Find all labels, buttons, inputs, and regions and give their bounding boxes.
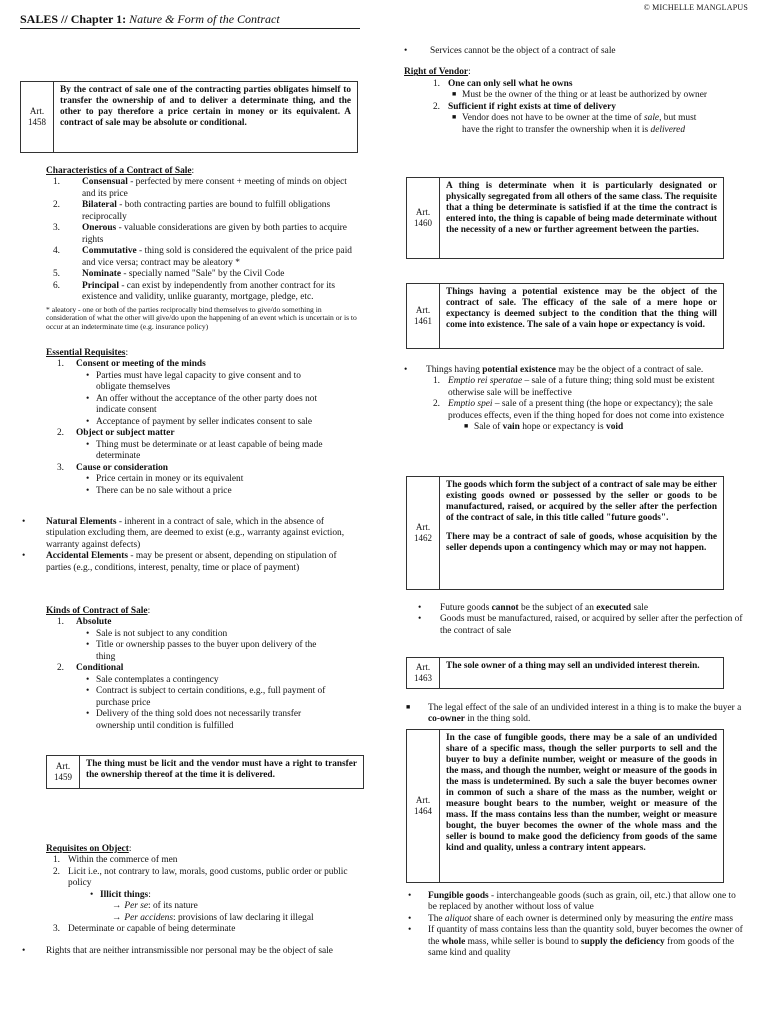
bullet-icon: • bbox=[86, 474, 90, 485]
article-text: By the contract of sale one of the contracting parties obligates himself to transfer the ownership of and to deliver a determinate thing, and the other to pay therefore a price certain in money or its equivalent. A contract of sale may be absolute or conditional. bbox=[60, 85, 351, 128]
list-item: If quantity of mass contains less than the quantity sold, buyer becomes the owner of the whole mass, while seller is bound to supply the deficiency from goods of the same kind and quality bbox=[428, 925, 743, 959]
item-number: 4. bbox=[52, 246, 60, 257]
article-number: Art. 1464 bbox=[407, 730, 440, 882]
item-term: Principal bbox=[82, 280, 119, 291]
item-desc: - perfected by mere consent + meeting of minds on object and its price bbox=[82, 177, 347, 199]
list-item: The legal effect of the sale of an undivided interest in a thing is to make the buyer a co-owner in the thing sold. bbox=[428, 703, 742, 725]
list-item: Future goods cannot be the subject of an executed sale bbox=[440, 603, 649, 613]
list-item: Within the commerce of men bbox=[68, 855, 178, 866]
per-accidens-term: Per accidens bbox=[124, 912, 174, 923]
item-text bbox=[68, 177, 362, 200]
bullet-text: Sale is not subject to any condition bbox=[96, 628, 228, 639]
item-text bbox=[68, 223, 362, 246]
fungible-goods-list: • Fungible goods - interchangeable goods (such as grain, oil, etc.) that allow one to be replaced by another without loss of value • The aliquot share of each owner is determined only by measuring the entire mass • If quantity of mass contains less than the quantity sold, buyer becomes the owner of the whole mass, while seller is bound to supply the deficiency from goods of the same kind and quality bbox=[408, 891, 743, 959]
arrow-icon: → bbox=[112, 901, 122, 912]
list-item: Fungible goods - interchangeable goods (such as grain, oil, etc.) that allow one to be replaced by another without loss of value bbox=[428, 891, 736, 913]
item-number: 2. bbox=[52, 200, 60, 211]
illicit-things: Illicit things bbox=[100, 889, 149, 900]
item-term: Bilateral bbox=[82, 200, 117, 211]
title-divider bbox=[20, 28, 360, 29]
per-se-text: : of its nature bbox=[148, 901, 198, 912]
list-item: Licit i.e., not contrary to law, morals, good customs, public order or public policy bbox=[68, 866, 348, 889]
bullet-item bbox=[46, 640, 362, 663]
item-desc: - can exist by independently from another contract for its existence and validity, unlike guaranty, mortgage, pledge, etc. bbox=[82, 280, 336, 303]
list-item: Rights that are neither intransmissible nor personal may be the object of sale bbox=[46, 945, 333, 956]
list-item bbox=[22, 551, 362, 574]
list-item bbox=[46, 463, 362, 474]
item-title: Absolute bbox=[76, 617, 112, 628]
requisites-object-section: Requisites on Object: 1. Within the commerce of men 2. Licit i.e., not contrary to law, morals, good customs, public order or public policy • Illicit things: → Per se: of its nature → Per accidens: provisions of law declaring it illegal 3. Determinate or capable of being determinate • Rights that are neither intransmissible nor personal may be the object of sale bbox=[46, 844, 362, 957]
item-title: Cause or consideration bbox=[76, 462, 169, 473]
article-text: A thing is determinate when it is particularly designated or physically segregated from all others of the same class. The requisite that a thing be determinate is satisfied if at the time the contract is entered into, the thing is capable of being made determinate without the necessity of a new or further agreement between the parties. bbox=[446, 181, 717, 235]
list-item bbox=[46, 663, 362, 674]
list-item: One can only sell what he owns bbox=[448, 78, 573, 89]
copyright-credit: © MICHELLE MANGLAPUS bbox=[643, 3, 748, 12]
list-item: Emptio spei – sale of a present thing (the hope or expectancy); the sale produces effects, even if the thing hoped for does not come into existence bbox=[448, 399, 725, 421]
list-item bbox=[46, 617, 362, 628]
title-sub: Nature & Form of the Contract bbox=[129, 12, 280, 26]
bullet-text: Delivery of the thing sold does not necessarily transfer ownership until condition is fulfilled bbox=[96, 709, 302, 731]
item-desc: - may be present or absent, depending on stipulation of parties (e.g., conditions, interest, penalty, time or place of payment) bbox=[46, 551, 337, 573]
item-term: Accidental Elements bbox=[46, 551, 129, 562]
list-item bbox=[46, 246, 362, 269]
article-number: Art. 1461 bbox=[407, 284, 440, 348]
list-item: Sale of vain hope or expectancy is void bbox=[474, 422, 624, 433]
item-number: 2. bbox=[56, 663, 64, 674]
section-heading: Kinds of Contract of Sale bbox=[46, 606, 148, 616]
list-item: Services cannot be the object of a contract of sale bbox=[430, 46, 616, 56]
list-item: The aliquot share of each owner is determined only by measuring the entire mass bbox=[428, 913, 734, 924]
bullet-icon: • bbox=[86, 370, 90, 381]
article-1459-box bbox=[46, 755, 364, 789]
article-number: Art. 1460 bbox=[407, 178, 440, 258]
right-of-vendor-section: • Services cannot be the object of a contract of sale Right of Vendor: 1. One can only sell what he owns ■ Must be the owner of the thing or at least be authorized by owner 2. Sufficient if right exists at time of delivery ■ Vendor does not have to be owner at the time of sale, but must have the right to transfer the ownership when it is delivered bbox=[404, 46, 744, 136]
item-number: 3. bbox=[52, 223, 60, 234]
bullet-icon: • bbox=[86, 628, 90, 639]
undivided-note: ■ The legal effect of the sale of an undivided interest in a thing is to make the buyer a co-owner in the thing sold. bbox=[406, 703, 746, 726]
item-text bbox=[68, 281, 362, 304]
essential-requisites-section: Essential Requisites: 1. Consent or meeting of the minds • Parties must have legal capacity to give consent and to obligate themselves • An offer without the acceptance of the other party does not indicate consent • Acceptance of payment by seller indicates consent to sale 2. Object or subject matter • Thing must be determinate or at least capable of being made determinate 3. Cause or consideration • Price certain in money or its equivalent • There can be no sale without a price bbox=[46, 348, 362, 497]
item-text bbox=[68, 200, 362, 223]
title-main: SALES // Chapter 1: bbox=[20, 12, 127, 26]
article-number: Art. 1462 bbox=[407, 477, 440, 589]
bullet-item bbox=[46, 709, 362, 732]
article-text: The goods which form the subject of a contract of sale may be either existing goods owned or possessed by the seller or goods to be manufactured, raised, or acquired by the seller after the perfection of the contract of sale, in this title called "future goods". bbox=[446, 480, 717, 523]
item-number: 2. bbox=[56, 428, 64, 439]
item-term: Nominate bbox=[82, 269, 122, 280]
bullet-icon: • bbox=[86, 393, 90, 404]
list-item bbox=[46, 359, 362, 370]
bullet-item bbox=[46, 629, 362, 640]
elements-list bbox=[22, 517, 362, 574]
section-heading: Characteristics of a Contract of Sale bbox=[46, 166, 192, 176]
kinds-section: Kinds of Contract of Sale: 1. Absolute • Sale is not subject to any condition • Title or ownership passes to the buyer upon delivery of the thing 2. Conditional • Sale contemplates a contingency • Contract is subject to certain conditions, e.g., full payment of purchase price • Delivery of the thing sold does not necessarily transfer ownership until condition is fulfilled bbox=[46, 606, 362, 732]
list-item: Vendor does not have to be owner at the time of sale, but must have the right to transfer the ownership when it is delivered bbox=[462, 113, 697, 135]
per-se-term: Per se bbox=[124, 901, 149, 912]
bullet-icon: • bbox=[86, 709, 90, 720]
item-desc: - valuable considerations are given by both parties to acquire rights bbox=[82, 223, 347, 245]
list-item: Determinate or capable of being determinate bbox=[68, 924, 236, 935]
item-number: 1. bbox=[56, 617, 64, 628]
bullet-text: An offer without the acceptance of the other party does not indicate consent bbox=[96, 393, 318, 416]
item-desc: - both contracting parties are bound to fulfill obligations reciprocally bbox=[82, 200, 331, 222]
section-heading: Requisites on Object bbox=[46, 844, 129, 854]
list-item: Sufficient if right exists at time of delivery bbox=[448, 101, 616, 112]
bullet-icon: • bbox=[86, 416, 90, 427]
per-accidens-text: : provisions of law declaring it illegal bbox=[173, 912, 314, 923]
bullet-icon: • bbox=[86, 485, 90, 496]
item-desc: - specially named "Sale" by the Civil Code bbox=[121, 269, 285, 280]
bullet-text: Price certain in money or its equivalent bbox=[96, 474, 244, 485]
item-number: 6. bbox=[52, 280, 60, 291]
section-heading: Essential Requisites bbox=[46, 348, 126, 358]
bullet-text: Acceptance of payment by seller indicates consent to sale bbox=[96, 416, 313, 427]
bullet-icon: • bbox=[22, 551, 26, 562]
item-number: 1. bbox=[52, 177, 60, 188]
item-desc: - inherent in a contract of sale, which in the absence of stipulation excluding them, are deemed to exist (e.g., warranty against eviction, warranty against defects) bbox=[46, 517, 345, 550]
list-item bbox=[46, 177, 362, 200]
list-item bbox=[46, 223, 362, 246]
bullet-icon: • bbox=[86, 640, 90, 651]
item-title: Consent or meeting of the minds bbox=[76, 359, 206, 370]
bullet-item bbox=[46, 675, 362, 686]
bullet-icon: • bbox=[86, 674, 90, 685]
bullet-item bbox=[46, 440, 362, 463]
article-number: Art. 1463 bbox=[407, 658, 440, 688]
bullet-text: There can be no sale without a price bbox=[96, 485, 232, 496]
list-item bbox=[46, 281, 362, 304]
list-item: Emptio rei speratae – sale of a future thing; thing sold must be existent otherwise sale will be ineffective bbox=[448, 376, 715, 398]
article-1462-box bbox=[406, 476, 724, 590]
list-item bbox=[46, 428, 362, 439]
bullet-icon: • bbox=[22, 517, 26, 527]
article-text: The sole owner of a thing may sell an undivided interest therein. bbox=[446, 661, 700, 671]
bullet-icon: • bbox=[86, 686, 90, 697]
article-1461-box bbox=[406, 283, 724, 349]
list-item: Must be the owner of the thing or at least be authorized by owner bbox=[462, 90, 707, 101]
list-item: Goods must be manufactured, raised, or acquired by seller after the perfection of the contract of sale bbox=[440, 614, 743, 636]
item-text bbox=[46, 551, 362, 574]
item-number: 5. bbox=[52, 269, 60, 280]
bullet-text: Contract is subject to certain conditions, e.g., full payment of purchase price bbox=[96, 686, 326, 708]
bullet-text: Parties must have legal capacity to give consent and to obligate themselves bbox=[96, 370, 301, 393]
article-1463-box bbox=[406, 657, 724, 689]
bullet-text: Title or ownership passes to the buyer upon delivery of the thing bbox=[96, 640, 317, 662]
list-item bbox=[46, 200, 362, 223]
list-item bbox=[22, 517, 362, 551]
article-number: Art. 1458 bbox=[21, 82, 54, 152]
item-text bbox=[68, 246, 362, 269]
item-number: 3. bbox=[56, 462, 64, 473]
article-1464-box bbox=[406, 729, 724, 883]
bullet-item bbox=[46, 474, 362, 485]
article-text: The thing must be licit and the vendor must have a right to transfer the ownership thereof at the time it is delivered. bbox=[86, 759, 357, 780]
section-heading: Right of Vendor bbox=[404, 67, 469, 78]
bullet-item bbox=[46, 394, 362, 417]
item-title: Object or subject matter bbox=[76, 428, 175, 439]
bullet-item bbox=[46, 371, 362, 394]
item-number: 1. bbox=[56, 359, 64, 370]
list-item bbox=[46, 269, 362, 280]
item-text bbox=[46, 517, 362, 551]
characteristics-section: Characteristics of a Contract of Sale: 1. Consensual - perfected by mere consent + meeting of minds on object and its price 2. Bilateral - both contracting parties are bound to fulfill obligations reciprocally 3. Onerous - valuable considerations are given by both parties to acquire rights 4. Commutative - thing sold is considered the equivalent of the price paid and vice versa; contract may be aleatory * 5. Nominate - specially named "Sale" by the Civil Code 6. Principal - can exist by independently from another contract for its existence and validity, unlike guaranty, mortgage, pledge, etc. * aleatory - one or both of the parties reciprocally bind themselves to give/do something in consideration of what the other will give/do upon the happening of an event which is uncertain or is to occur at an indeterminate time (e.g. insurance policy) bbox=[46, 166, 362, 332]
article-text: There may be a contract of sale of goods, whose acquisition by the seller depends upon a contingency which may or may not happen. bbox=[446, 531, 717, 553]
article-1460-box bbox=[406, 177, 724, 259]
item-text bbox=[68, 269, 284, 280]
article-text: Things having a potential existence may be the object of the contract of sale. The efficacy of the sale of a mere hope or expectancy is deemed subject to the condition that the thing will come into existence. The sale of a vain hope or expectancy is void. bbox=[446, 287, 717, 330]
bullet-text: Sale contemplates a contingency bbox=[96, 674, 219, 685]
item-desc: - thing sold is considered the equivalent of the price paid and vice versa; contract may be aleatory * bbox=[82, 246, 352, 268]
list-item: Things having potential existence may be the object of a contract of sale. bbox=[426, 365, 704, 375]
item-term: Natural Elements bbox=[46, 517, 117, 527]
bullet-item bbox=[46, 686, 362, 709]
article-number: Art. 1459 bbox=[47, 756, 80, 788]
article-1458-box bbox=[20, 81, 358, 153]
bullet-item bbox=[46, 486, 362, 497]
aleatory-note: * aleatory - one or both of the parties reciprocally bind themselves to give/do something in consideration of what the other will give/do upon the happening of an event which is uncertain or is to occur at an indeterminate time (e.g. insurance policy) bbox=[46, 304, 357, 332]
item-term: Onerous bbox=[82, 223, 117, 234]
page-title bbox=[20, 12, 280, 27]
potential-existence-section: • Things having potential existence may be the object of a contract of sale. 1. Emptio rei speratae – sale of a future thing; thing sold must be existent otherwise sale will be ineffective 2. Emptio spei – sale of a present thing (the hope or expectancy); the sale produces effects, even if the thing hoped for does not come into existence ■ Sale of vain hope or expectancy is void bbox=[404, 365, 742, 434]
item-term: Consensual bbox=[82, 177, 128, 188]
arrow-icon: → bbox=[112, 912, 122, 923]
bullet-text: Thing must be determinate or at least capable of being made determinate bbox=[96, 439, 323, 462]
bullet-item bbox=[46, 417, 362, 428]
item-title: Conditional bbox=[76, 663, 124, 674]
item-term: Commutative bbox=[82, 246, 137, 257]
future-goods-list: • Future goods cannot be the subject of an executed sale • Goods must be manufactured, raised, or acquired by seller after the perfection of the contract of sale bbox=[418, 603, 743, 636]
bullet-icon: • bbox=[86, 439, 90, 450]
article-text: In the case of fungible goods, there may be a sale of an undivided share of a specific mass, though the seller purports to sell and the buyer to buy a definite number, weight or measure of the goods in the mass, and though the number, weight or measure of the goods in the mass is undetermined. By such a sale the buyer becomes owner in common of such a share of the mass as the number, weight or measure bought bears to the number, weight or measure of the mass. If the mass contains less than the number, weight or measure bought, the buyer becomes the owner of the whole mass and the seller is bound to make good the deficiency from goods of the same kind and quality, unless a contrary intent appears. bbox=[446, 733, 717, 853]
